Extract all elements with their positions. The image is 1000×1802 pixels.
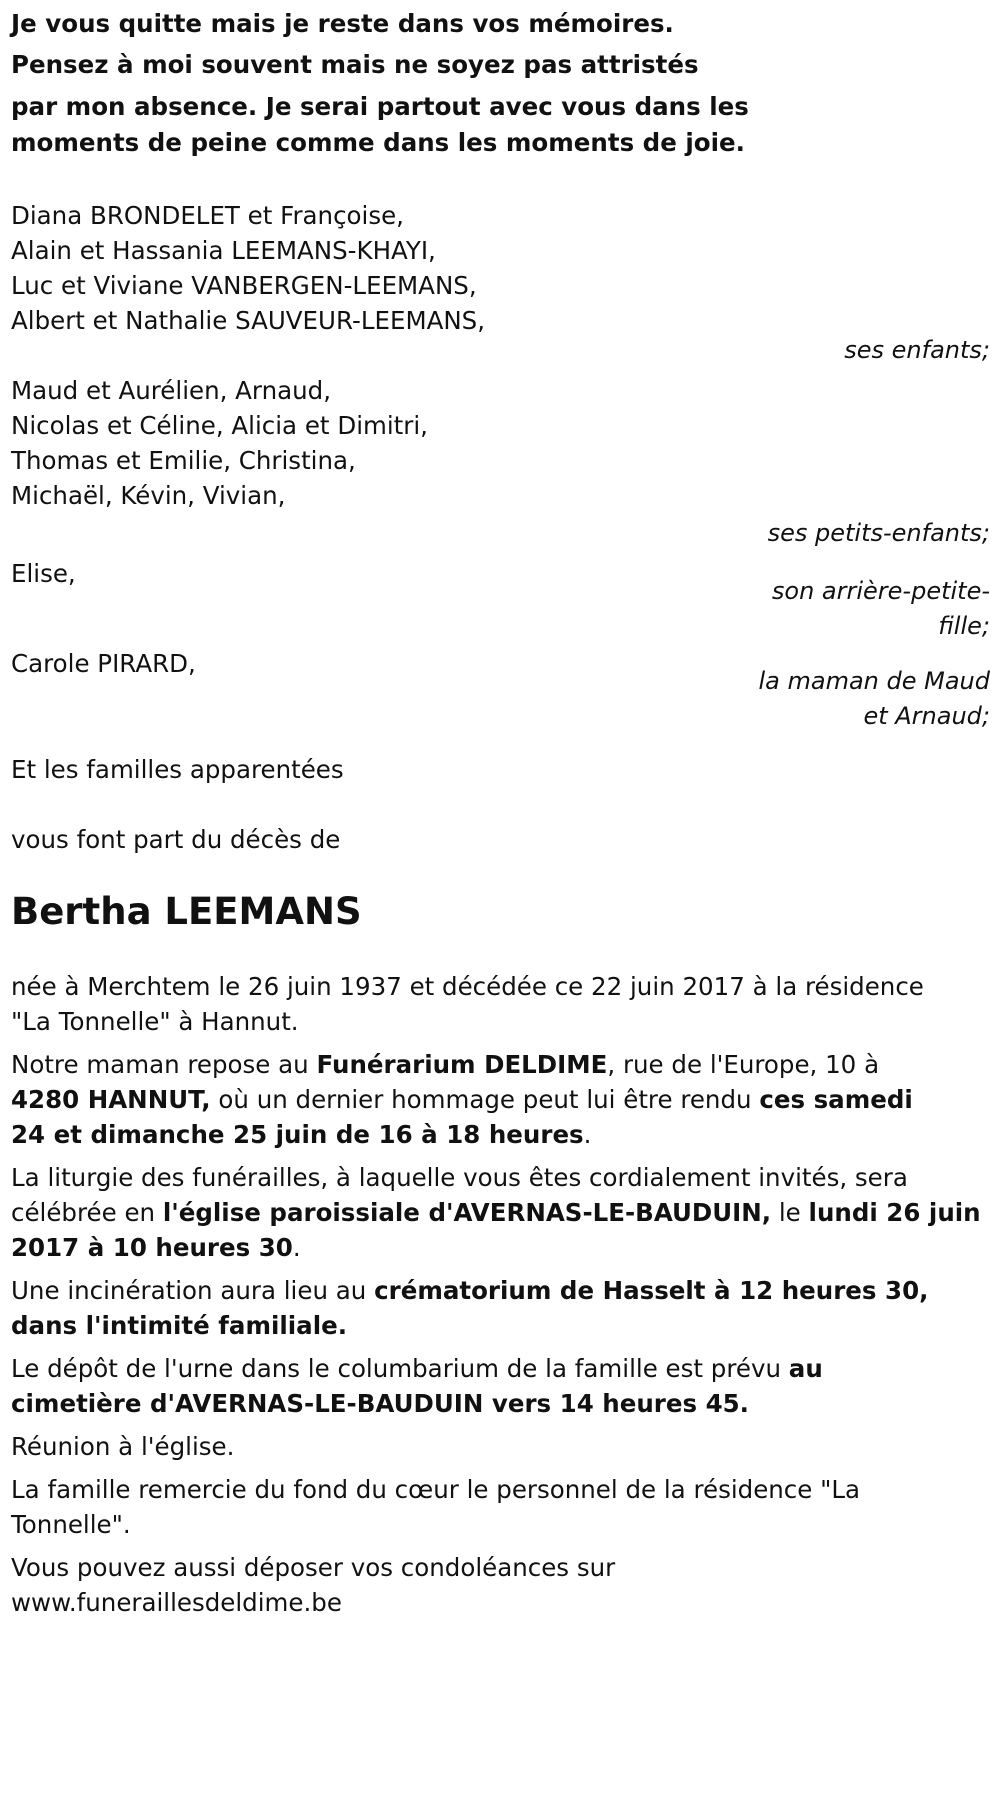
great-grandchild-role-line-2: fille; xyxy=(938,612,990,640)
grandchildren-role: ses petits-enfants; xyxy=(767,519,990,547)
cremation-text: Une incinération aura lieu au xyxy=(11,1276,375,1305)
repose-days: ces samedi xyxy=(759,1085,913,1114)
urn-text: Le dépôt de l'urne dans le columbarium de la famille est prévu xyxy=(11,1354,789,1383)
opening-verse xyxy=(11,0,990,161)
deceased-name: Bertha LEEMANS xyxy=(11,890,362,933)
condolences-info xyxy=(11,1550,990,1620)
church-name: l'église paroissiale d'AVERNAS-LE-BAUDUIN, xyxy=(162,1198,772,1227)
verse-line-1: Je vous quitte mais je reste dans vos mémoires. xyxy=(11,9,674,38)
birth-line-2: "La Tonnelle" à Hannut. xyxy=(11,1007,299,1036)
grandchildren-group xyxy=(11,373,990,551)
thanks-line-2: Tonnelle". xyxy=(11,1510,131,1539)
great-grandchild-role-line-1: son arrière-petite- xyxy=(771,577,990,605)
thanks-line-1: La famille remercie du fond du cœur le personnel de la résidence "La xyxy=(11,1475,861,1504)
family-list xyxy=(11,198,990,787)
great-grandchild-row xyxy=(11,556,990,644)
repose-info xyxy=(11,1047,990,1152)
liturgy-time: 2017 à 10 heures 30 xyxy=(11,1233,293,1262)
crematorium-details: crématorium de Hasselt à 12 heures 30, xyxy=(374,1276,929,1305)
carole-role-line-2: et Arnaud; xyxy=(863,702,990,730)
children-name: Diana BRONDELET et Françoise, xyxy=(11,201,404,230)
thanks-info xyxy=(11,1472,990,1542)
condolences-line-1: Vous pouvez aussi déposer vos condoléances sur xyxy=(11,1553,616,1582)
liturgy-text-1: La liturgie des funérailles, à laquelle vous êtes cordialement invités, sera xyxy=(11,1163,908,1192)
liturgy-date: lundi 26 juin xyxy=(808,1198,981,1227)
repose-address: , rue de l'Europe, 10 à xyxy=(607,1050,880,1079)
great-grandchild-name: Elise, xyxy=(11,559,76,588)
children-name: Luc et Viviane VANBERGEN-LEEMANS, xyxy=(11,271,477,300)
repose-hommage: où un dernier hommage peut lui être rendu xyxy=(210,1085,760,1114)
repose-period: . xyxy=(583,1120,592,1149)
condolences-link[interactable]: www.funeraillesdeldime.be xyxy=(11,1588,342,1617)
cremation-info xyxy=(11,1273,990,1343)
children-name: Alain et Hassania LEEMANS-KHAYI, xyxy=(11,236,436,265)
repose-hours: 24 et dimanche 25 juin de 16 à 18 heures xyxy=(11,1120,584,1149)
related-families: Et les familles apparentées xyxy=(11,755,344,784)
funerarium-name: Funérarium DELDIME xyxy=(316,1050,608,1079)
liturgy-text-2: célébrée en xyxy=(11,1198,163,1227)
carole-row xyxy=(11,646,990,734)
liturgy-text-3: le xyxy=(771,1198,809,1227)
carole-role xyxy=(758,664,990,734)
children-name: Albert et Nathalie SAUVEUR-LEEMANS, xyxy=(11,306,486,335)
announcement: vous font part du décès de xyxy=(11,825,341,854)
children-role: ses enfants; xyxy=(844,336,990,364)
urn-info xyxy=(11,1351,990,1421)
grandchild-name: Nicolas et Céline, Alicia et Dimitri, xyxy=(11,411,428,440)
verse-line-2: Pensez à moi souvent mais ne soyez pas attristés xyxy=(11,50,699,79)
children-group xyxy=(11,198,990,368)
repose-city: 4280 HANNUT, xyxy=(11,1085,211,1114)
grandchild-name: Thomas et Emilie, Christina, xyxy=(11,446,356,475)
cremation-intimacy: dans l'intimité familiale. xyxy=(11,1311,348,1340)
carole-role-line-1: la maman de Maud xyxy=(758,667,990,695)
birth-death-info xyxy=(11,969,990,1039)
grandchild-name: Maud et Aurélien, Arnaud, xyxy=(11,376,331,405)
birth-line-1: née à Merchtem le 26 juin 1937 et décédée ce 22 juin 2017 à la résidence xyxy=(11,972,924,1001)
urn-bold-2: cimetière d'AVERNAS-LE-BAUDUIN vers 14 heures 45. xyxy=(11,1389,749,1418)
great-grandchild-role xyxy=(772,574,990,644)
verse-line-3: par mon absence. Je serai partout avec vous dans les moments de peine comme dans les moments de joie. xyxy=(11,92,749,157)
carole-name: Carole PIRARD, xyxy=(11,649,196,678)
urn-bold-1: au xyxy=(788,1354,823,1383)
meeting-info: Réunion à l'église. xyxy=(11,1432,235,1461)
details xyxy=(11,969,990,1620)
liturgy-info xyxy=(11,1160,990,1265)
grandchild-name: Michaël, Kévin, Vivian, xyxy=(11,481,286,510)
liturgy-period: . xyxy=(292,1233,301,1262)
repose-text: Notre maman repose au xyxy=(11,1050,317,1079)
